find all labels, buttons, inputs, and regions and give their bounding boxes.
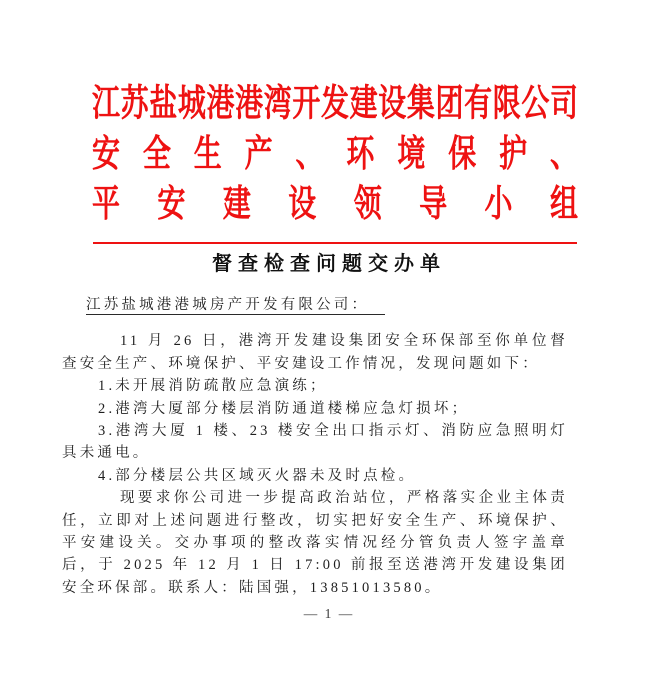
recipient-name: 江苏盐城港港城房产开发有限公司： bbox=[86, 297, 385, 315]
letterhead-divider-rule bbox=[93, 242, 577, 244]
paragraph-intro: 11 月 26 日，港湾开发建设集团安全环保部至你单位督查安全生产、环境保护、平安建设工作情况，发现问题如下： bbox=[62, 333, 568, 372]
paragraph-requirement: 现要求你公司进一步提高政治站位，严格落实企业主体责任，立即对上述问题进行整改，切实把好安全生产、环境保护、平安建设关。交办事项的整改落实情况经分管负责人签字盖章后，于 2025 年 12 月 1 日 17:00 前报至送港湾开发建设集团安全环保部。联系人：陆国强，13851013580。 bbox=[62, 490, 568, 596]
issue-item-1: 1.未开展消防疏散应急演练； bbox=[98, 378, 328, 395]
recipient-line bbox=[62, 294, 568, 316]
letterhead bbox=[92, 80, 578, 230]
page-number: — 1 — bbox=[303, 606, 355, 621]
letterhead-text-block bbox=[92, 80, 578, 230]
letterhead-committee-line-1: 安全生产、环境保护、 bbox=[92, 134, 578, 176]
letterhead-committee-line-2: 平安建设领导小组 bbox=[92, 184, 578, 226]
issue-item-3: 3.港湾大厦 1 楼、23 楼安全出口指示灯、消防应急照明灯具未通电。 bbox=[62, 423, 568, 462]
letterhead-org-name: 江苏盐城港港湾开发建设集团有限公司 bbox=[92, 83, 578, 125]
issue-item-2: 2.港湾大厦部分楼层消防通道楼梯应急灯损坏； bbox=[98, 400, 470, 417]
document-body bbox=[62, 294, 568, 599]
issue-item-4: 4.部分楼层公共区域灭火器未及时点检。 bbox=[98, 467, 417, 484]
document-title: 督查检查问题交办单 bbox=[212, 253, 446, 275]
